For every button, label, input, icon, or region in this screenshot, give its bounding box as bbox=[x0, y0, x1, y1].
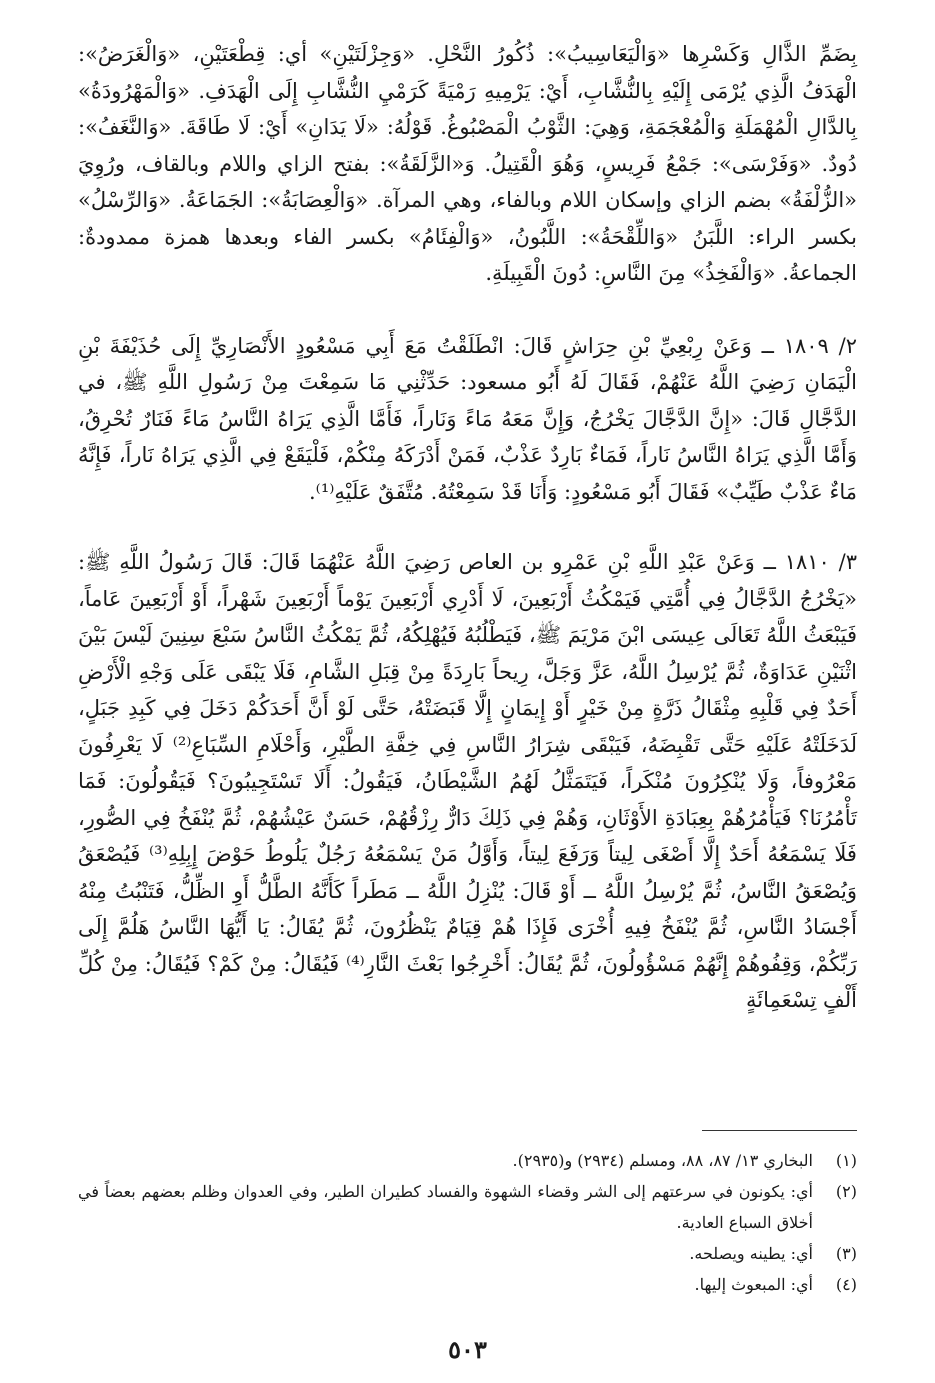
footnote-text: أي: يكونون في سرعتهم إلى الشر وقضاء الشهوة والفساد كطيران الطير، وفي العدوان وظلم بعضهم بعضاً في أخلاق السباع العادية. bbox=[78, 1182, 813, 1232]
footnote-text: أي: المبعوث إليها. bbox=[694, 1275, 813, 1294]
footnote-3 bbox=[78, 1238, 857, 1269]
paragraph-gap bbox=[78, 292, 857, 328]
paragraph-hadith-1810: ٣/ ١٨١٠ ــ وَعَنْ عَبْدِ اللَّهِ بْنِ عَمْرِو بن العاص رَضِيَ اللَّهُ عَنْهُمَا قَالَ: قَالَ رَسُولُ اللَّهِ ﷺ: «يَخْرُجُ الدَّجَّالُ فِي أُمَّتِي فَيَمْكُثُ أَرْبَعِينَ، لَا أَدْرِي أَرْبَعِينَ يَوْماً أَرْبَعِينَ شَهْراً، أَوْ أَرْبَعِينَ عَاماً، فَيَبْعَثُ اللَّهُ تَعَالَى عِيسَى ابْنَ مَرْيَمَ ﷺ، فَيَطْلُبُهُ فَيُهْلِكُهُ، ثُمَّ يَمْكُثُ النَّاسُ سَبْعَ سِنِينَ لَيْسَ بَيْنَ اثْنَيْنِ عَدَاوَةٌ، ثُمَّ يُرْسِلُ اللَّهُ، عَزَّ وَجَلَّ، رِيحاً بَارِدَةً مِنْ قِبَلِ الشَّامِ، فَلَا يَبْقَى عَلَى وَجْهِ الْأَرْضِ أَحَدٌ فِي قَلْبِهِ مِثْقَالُ ذَرَّةٍ مِنْ خَيْرٍ أَوْ إِيمَانٍ إِلَّا قَبَضَتْهُ، حَتَّى لَوْ أَنَّ أَحَدَكُمْ دَخَلَ فِي كَبِدِ جَبَلٍ، لَدَخَلَتْهُ عَلَيْهِ حَتَّى تَقْبِضَهُ، فَيَبْقَى شِرَارُ النَّاسِ فِي خِفَّةِ الطَّيْرِ، وَأَحْلَامِ السِّبَاعِ⁽²⁾ لَا يَعْرِفُونَ مَعْرُوفاً، وَلَا يُنْكِرُونَ مُنْكَراً، فَيَتَمَثَّلُ لَهُمُ الشَّيْطَانُ، فَيَقُولُ: أَلَا تَسْتَجِيبُونَ؟ فَيَقُولُونَ: فَمَا تَأْمُرُنَا؟ فَيَأْمُرُهُمْ بِعِبَادَةِ الأَوْثَانِ، وَهُمْ فِي ذَلِكَ دَارٌّ رِزْقُهُمْ، حَسَنٌ عَيْشُهُمْ، ثُمَّ يُنْفَخُ فِي الصُّورِ، فَلَا يَسْمَعُهُ أَحَدٌ إِلَّا أَصْغَى لِيتاً وَرَفَعَ لِيتاً، وَأَوَّلُ مَنْ يَسْمَعُهُ رَجُلٌ يَلُوطُ حَوْضَ إِبِلِهِ⁽³⁾ فَيُصْعَقُ وَيُصْعَقُ النَّاسُ، ثُمَّ يُرْسِلُ اللَّهُ ــ أَوْ قَالَ: يُنْزِلُ اللَّهُ ــ مَطَراً كَأَنَّهُ الطَّلُّ أَوِ الظِّلُّ، فَتَنْبُتُ مِنْهُ أَجْسَادُ النَّاسِ، ثُمَّ يُنْفَخُ فِيهِ أُخْرَى فَإِذَا هُمْ قِيَامٌ يَنْظُرُونَ، ثُمَّ يُقَالُ: يَا أَيُّهَا النَّاسُ هَلُمَّ إِلَى رَبِّكُمْ، وَقِفُوهُمْ إِنَّهُمْ مَسْؤُولُونَ، ثُمَّ يُقَالُ: أَخْرِجُوا بَعْثَ النَّارِ⁽⁴⁾ فَيُقَالُ: مِنْ كَمْ؟ فَيُقَالُ: مِنْ كُلِّ أَلْفٍ تِسْعَمِائَةٍ bbox=[78, 550, 857, 1012]
footnote-number: (١) bbox=[835, 1151, 857, 1170]
footnote-number: (٤) bbox=[835, 1275, 857, 1294]
footnote-4 bbox=[78, 1269, 857, 1300]
footnote-2 bbox=[78, 1176, 857, 1238]
footnote-number: (٣) bbox=[835, 1244, 857, 1263]
footnote-divider bbox=[702, 1130, 857, 1131]
footnote-text: أي: يطينه ويصلحه. bbox=[689, 1244, 813, 1263]
page-number: ٥٠٣ bbox=[448, 1335, 487, 1364]
footnote-text: البخاري ١٣/ ٨٧، ٨٨، ومسلم (٢٩٣٤) و(٢٩٣٥). bbox=[512, 1151, 813, 1170]
paragraph-gap bbox=[78, 510, 857, 544]
footnotes bbox=[78, 1130, 857, 1300]
main-text bbox=[78, 36, 857, 1019]
footnote-number: (٢) bbox=[835, 1182, 857, 1201]
footnote-1 bbox=[78, 1145, 857, 1176]
paragraph-glossary: بِضَمِّ الذَّالِ وَكَسْرِها «وَالْيَعَاسِيبُ»: ذُكُورُ النَّحْلِ. «وَجِزْلَتَيْنِ» أي: قِطْعَتَيْنِ، «وَالْغَرَضُ»: الْهَدَفُ الَّذِي يُرْمَى إِلَيْهِ بِالنُّشَّابِ، أَيْ: يَرْمِيهِ رَمْيَةً كَرَمْيِ النُّشَّابِ إِلَى الْهَدَفِ. «وَالْمَهْرُودَةُ» بِالدَّالِ الْمُهْمَلَةِ وَالْمُعْجَمَةِ، وَهِيَ: الثَّوْبُ الْمَصْبُوغُ. قَوْلُهُ: «لَا يَدَانِ» أَيْ: لَا طَاقَةَ. «وَالنَّغَفُ»: دُودٌ. «وَفَرْسَى»: جَمْعُ فَرِيسٍ، وَهُوَ الْقَتِيلُ. وَ«الزَّلَقَةُ»: بفتح الزاي واللام وبالقاف، ورُوِيَ «الزُّلْفَةُ» بضم الزاي وإسكان اللام وبالفاء، وهي المرآة. «وَالْعِصَابَةُ»: الجَمَاعَةُ. «وَالرِّسْلُ» بكسر الراء: اللَّبَنُ «وَاللِّقْحَةُ»: اللَّبُونُ، «وَالْفِئَامُ» بكسر الفاء وبعدها همزة ممدودةٌ: الجماعةُ. «وَالْفَخِذُ» مِنَ النَّاسِ: دُونَ الْقَبِيلَةِ. bbox=[78, 42, 857, 285]
paragraph-hadith-1809: ٢/ ١٨٠٩ ــ وَعَنْ رِبْعِيِّ بْنِ حِرَاشٍ قَالَ: انْطَلَقْتُ مَعَ أَبِي مَسْعُودٍ الأَنْصَارِيِّ إِلَى حُذَيْفَةَ بْنِ الْيَمَانِ رَضِيَ اللَّهُ عَنْهُمْ، فَقَالَ لَهُ أَبُو مسعود: حَدِّثْنِي مَا سَمِعْتَ مِنْ رَسُولِ اللَّهِ ﷺ، في الدَّجَّالِ قَالَ: «إِنَّ الدَّجَّالَ يَخْرُجُ، وَإِنَّ مَعَهُ مَاءً وَنَاراً، فَأَمَّا الَّذِي يَرَاهُ النَّاسُ مَاءً فَنَارٌ تُحْرِقُ، وَأَمَّا الَّذِي يَرَاهُ النَّاسُ نَاراً، فَمَاءٌ بَارِدٌ عَذْبٌ، فَمَنْ أَدْرَكَهُ مِنْكُمْ، فَلْيَقَعْ فِي الَّذِي يَرَاهُ نَاراً، فَإِنَّهُ مَاءٌ عَذْبٌ طَيِّبٌ» فَقَالَ أَبُو مَسْعُودٍ: وَأَنَا قَدْ سَمِعْتُهُ. مُتَّفَقٌ عَلَيْهِ⁽¹⁾. bbox=[78, 333, 857, 504]
